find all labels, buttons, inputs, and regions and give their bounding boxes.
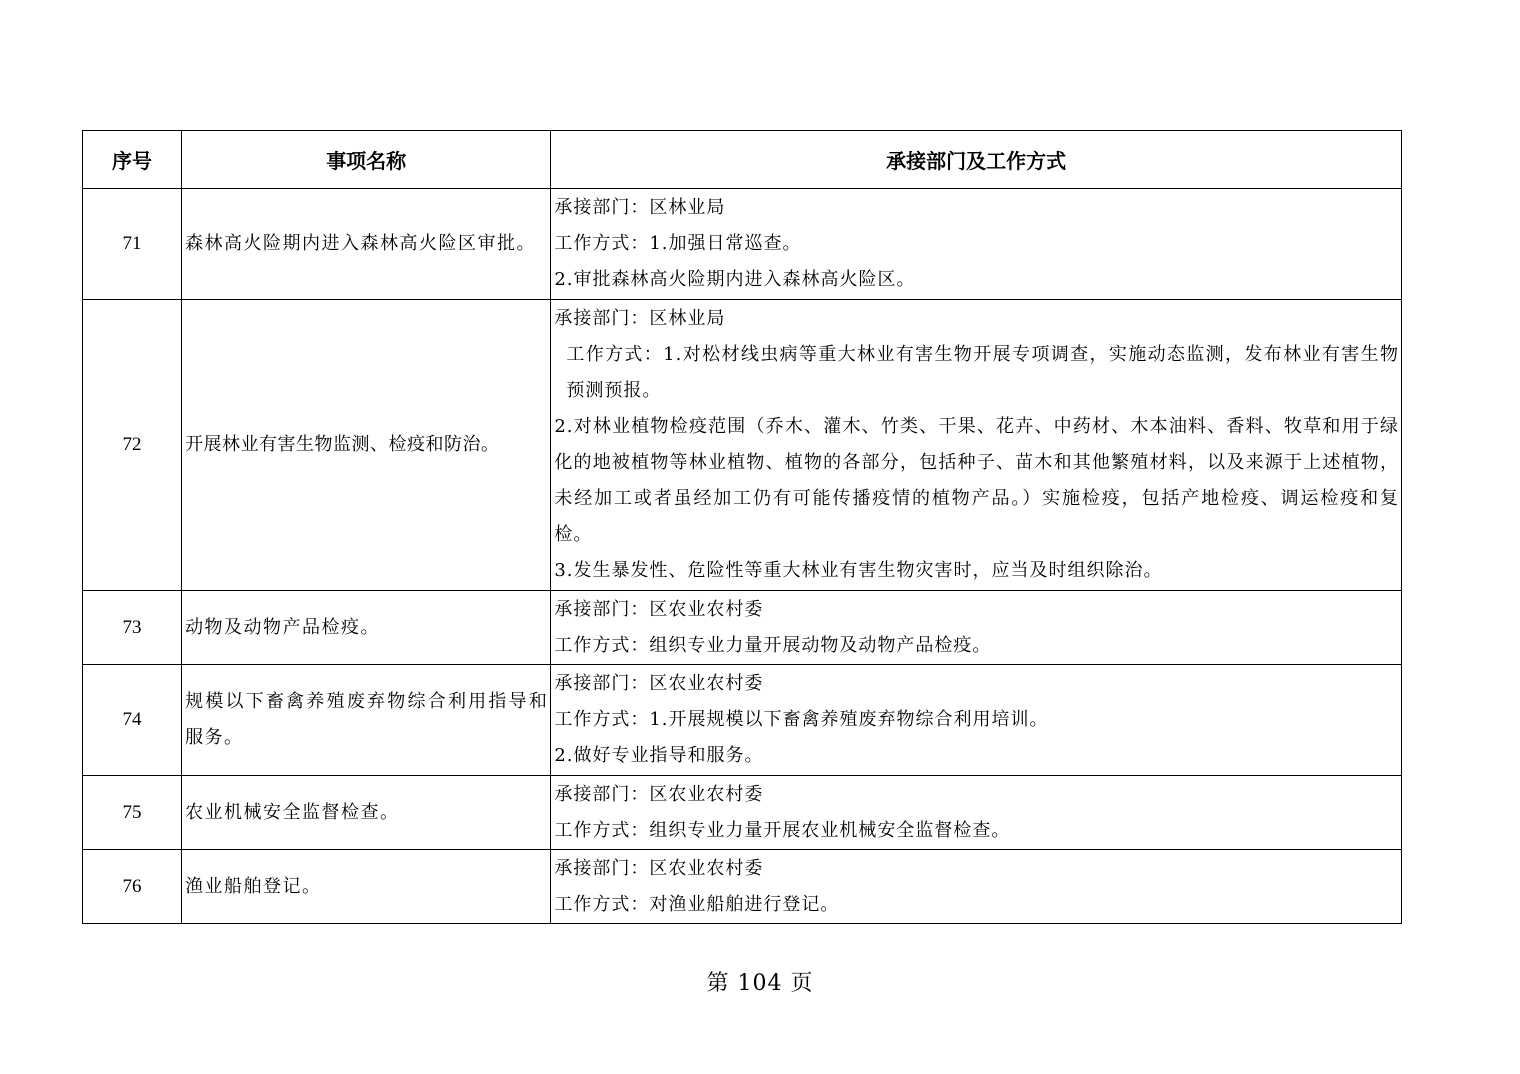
- table-row: [83, 300, 1402, 591]
- row-serial-number: 76: [83, 850, 182, 924]
- row-department-method: [551, 300, 1402, 591]
- table-row: [83, 591, 1402, 665]
- row-department-method: [551, 665, 1402, 776]
- department-line: 承接部门：区林业局: [554, 197, 726, 218]
- method-line: 2.做好专业指导和服务。: [554, 745, 764, 766]
- method-line: 工作方式：1.加强日常巡查。: [554, 233, 802, 254]
- row-serial-number: 73: [83, 591, 182, 665]
- items-table: [82, 130, 1402, 924]
- department-line: 承接部门：区农业农村委: [554, 598, 764, 620]
- row-item-name: 规模以下畜禽养殖废弃物综合利用指导和服务。: [182, 665, 551, 776]
- department-line: 承接部门：区农业农村委: [554, 783, 764, 805]
- table-row: [83, 776, 1402, 850]
- row-item-name: 动物及动物产品检疫。: [182, 591, 551, 665]
- row-department-method: [551, 189, 1402, 300]
- method-line: 工作方式：1.对松材线虫病等重大林业有害生物开展专项调查，实施动态监测，发布林业有害生物预测预报。: [566, 344, 1399, 401]
- row-serial-number: 72: [83, 300, 182, 591]
- method-line: 3.发生暴发性、危险性等重大林业有害生物灾害时，应当及时组织除治。: [554, 560, 1163, 581]
- table-header-row: [83, 131, 1402, 189]
- department-line: 承接部门：区农业农村委: [554, 673, 764, 694]
- row-item-name: 开展林业有害生物监测、检疫和防治。: [182, 300, 551, 591]
- method-line: 2.对林业植物检疫范围（乔木、灌木、竹类、干果、花卉、中药材、木本油料、香料、牧草和用于绿化的地被植物等林业植物、植物的各部分，包括种子、苗木和其他繁殖材料，以及来源于上述植物，未经加工或者虽经加工仍有可能传播疫情的植物产品。）实施检疫，包括产地检疫、调运检疫和复检。: [554, 416, 1399, 545]
- method-line: 工作方式：1.开展规模以下畜禽养殖废弃物综合利用培训。: [554, 709, 1049, 730]
- row-serial-number: 71: [83, 189, 182, 300]
- row-item-name: 森林高火险期内进入森林高火险区审批。: [182, 189, 551, 300]
- row-department-method: [551, 591, 1402, 665]
- row-department-method: [551, 776, 1402, 850]
- method-line: 工作方式：组织专业力量开展动物及动物产品检疫。: [554, 634, 992, 656]
- row-serial-number: 75: [83, 776, 182, 850]
- row-item-name: 农业机械安全监督检查。: [182, 776, 551, 850]
- table-row: [83, 850, 1402, 924]
- department-line: 承接部门：区农业农村委: [554, 857, 764, 879]
- table-row: [83, 665, 1402, 776]
- row-department-method: [551, 850, 1402, 924]
- row-serial-number: 74: [83, 665, 182, 776]
- method-line: 工作方式：对渔业船舶进行登记。: [554, 893, 840, 915]
- method-line: 工作方式：组织专业力量开展农业机械安全监督检查。: [554, 819, 1011, 841]
- header-department-and-method: 承接部门及工作方式: [551, 131, 1402, 189]
- header-item-name: 事项名称: [182, 131, 551, 189]
- department-line: 承接部门：区林业局: [554, 308, 726, 329]
- row-item-name: 渔业船舶登记。: [182, 850, 551, 924]
- page-number: 第 104 页: [706, 971, 814, 996]
- header-serial-number: 序号: [83, 131, 182, 189]
- table-row: [83, 189, 1402, 300]
- method-line: 2.审批森林高火险期内进入森林高火险区。: [554, 269, 916, 290]
